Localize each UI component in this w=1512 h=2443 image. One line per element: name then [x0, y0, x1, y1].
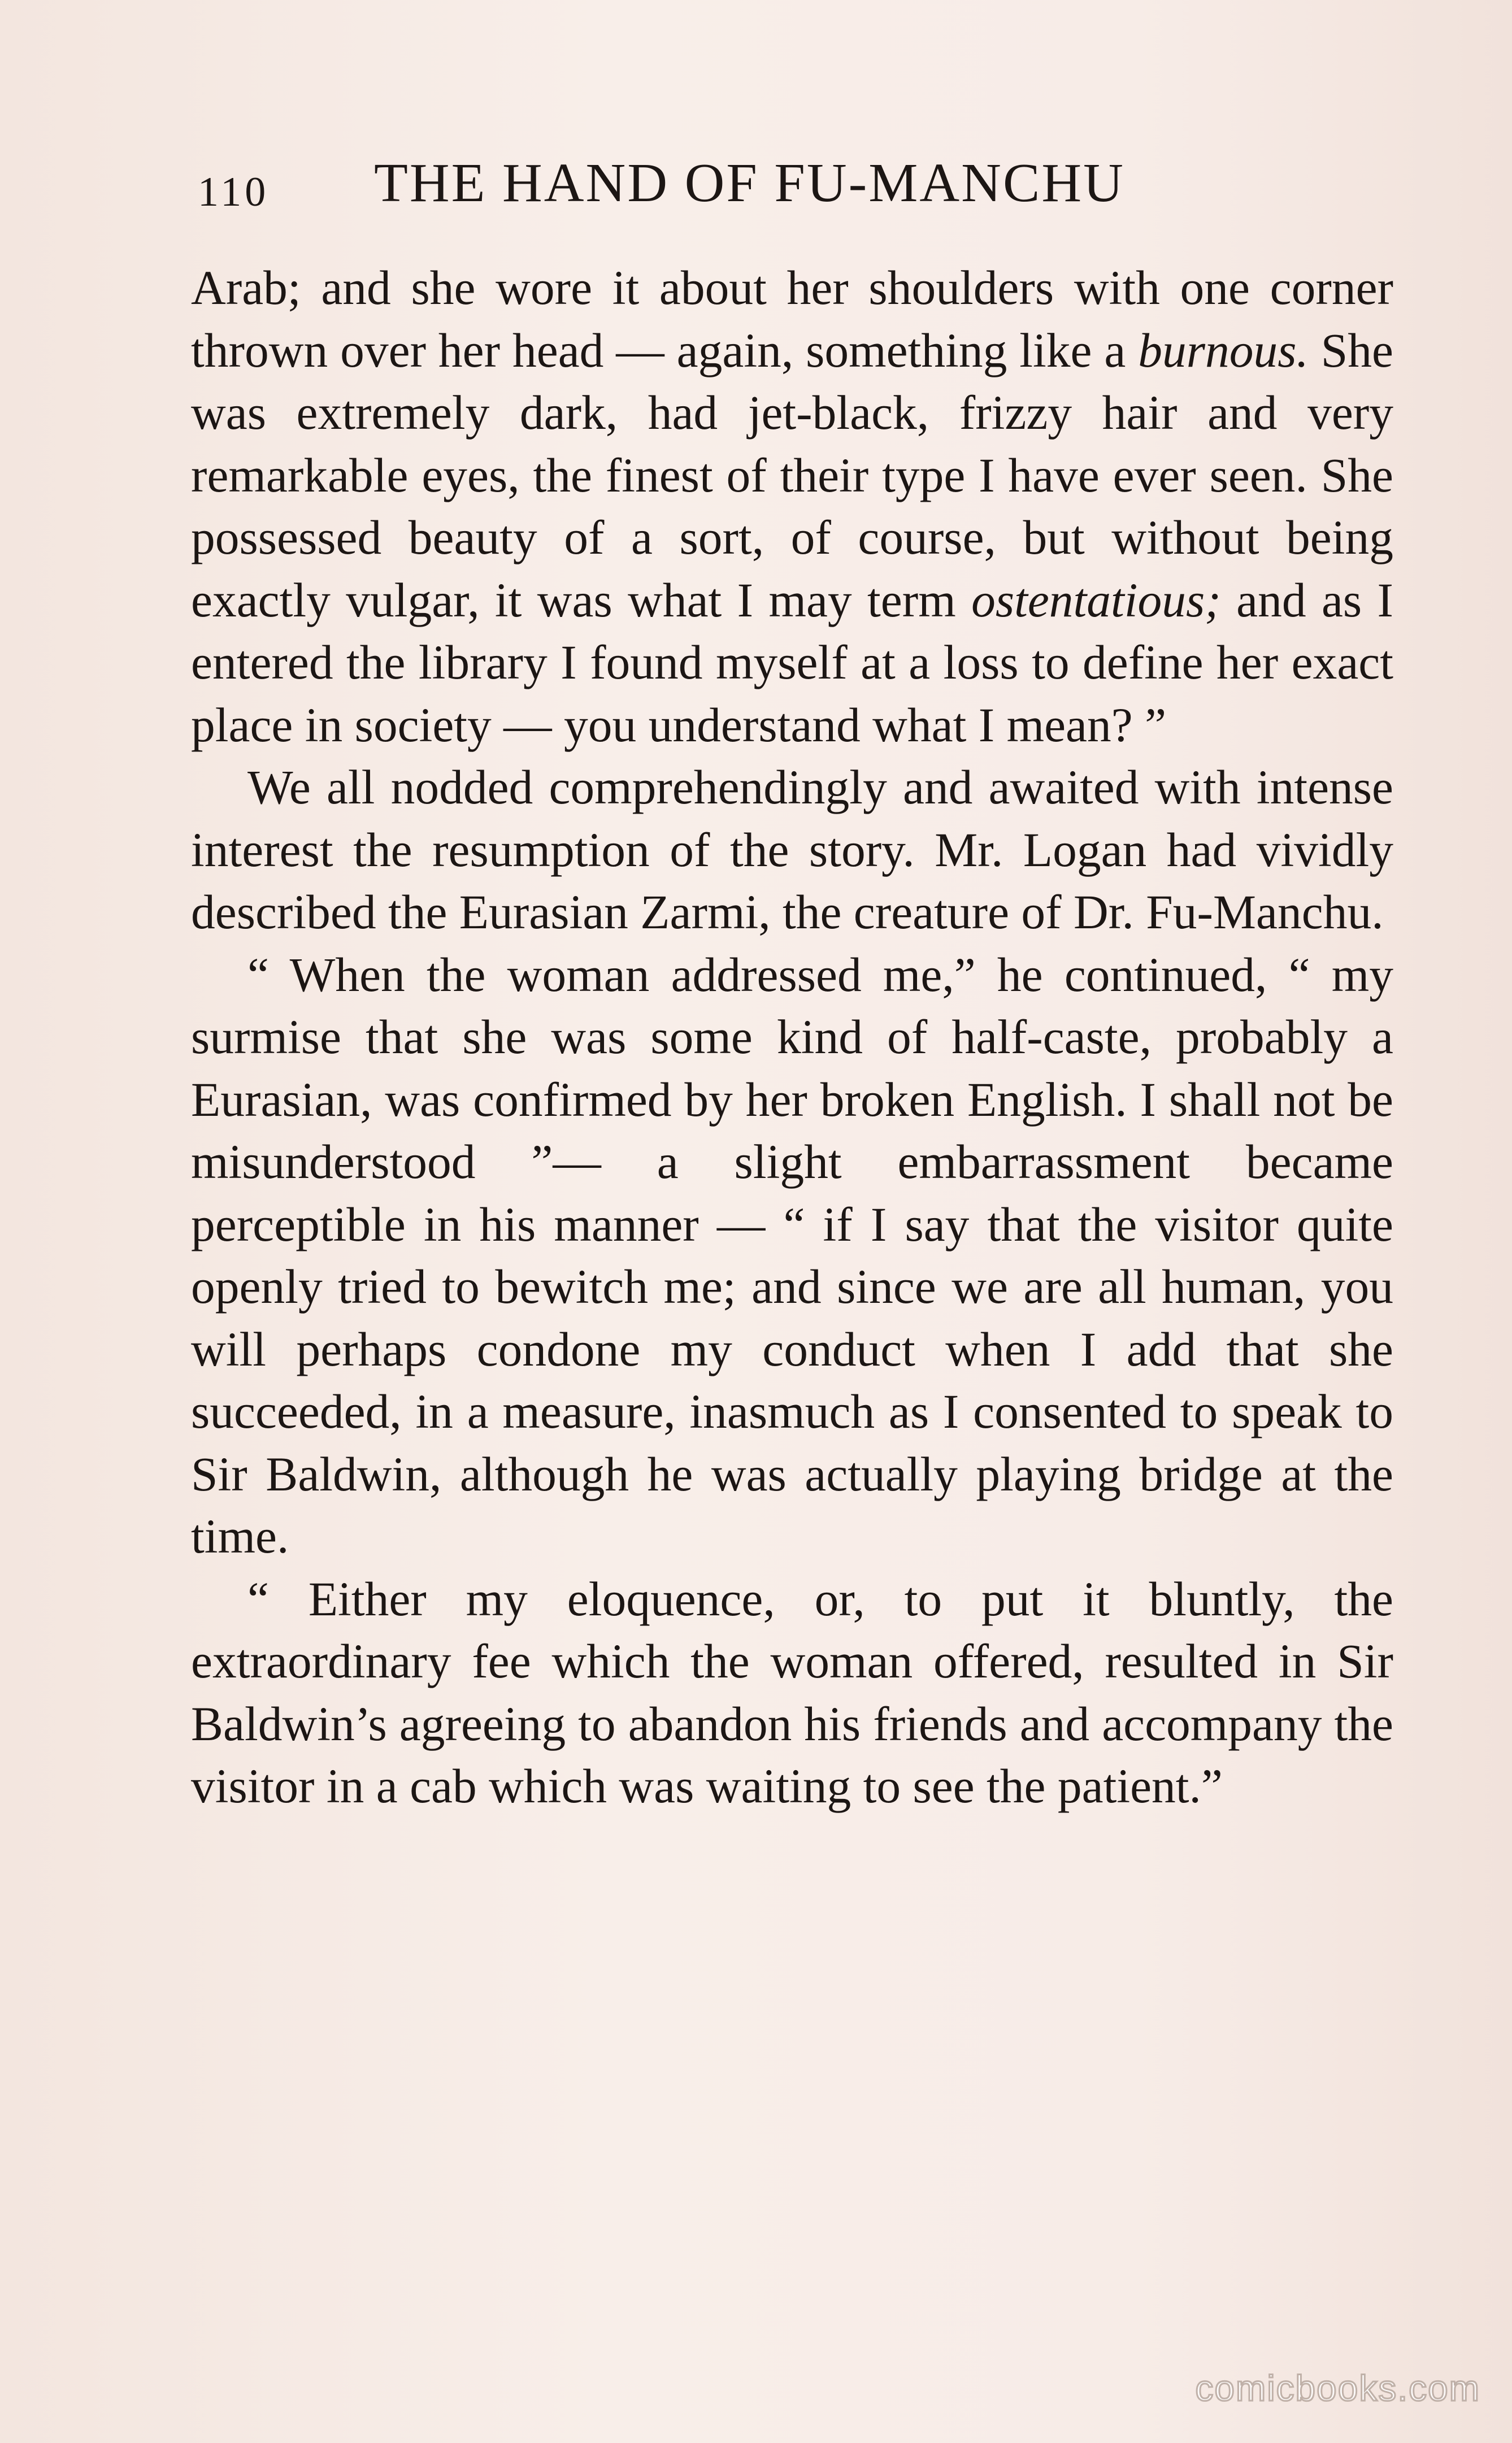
- paragraph-1: [191, 257, 1393, 757]
- site-watermark: comicbooks.com: [1195, 2368, 1480, 2409]
- text-run: We all nodded comprehendingly and awaited with intense interest the resumption of the story. Mr. Logan had vividly described the Eurasian Zarmi, the creature of Dr. Fu-Manchu.: [191, 761, 1393, 939]
- italic-term-burnous: burnous.: [1138, 324, 1309, 377]
- text-run: She was extremely dark, had jet-black, frizzy hair and very remarkable eyes, the finest of their type I have ever seen. She possessed beauty of a sort, of course, but without being exactly vulgar, it was what I may term: [191, 324, 1394, 627]
- running-head: [198, 151, 1226, 231]
- text-run: “ When the woman addressed me,” he continued, “ my surmise that she was some kind of half-caste, probably a Eurasian, was confirmed by her broken English. I shall not be misunderstood ”— a slight embarrassment became perceptible in his manner — “ if I say that the visitor quite openly tried to bewitch me; and since we are all human, you will perhaps condone my conduct when I add that she succeeded, in a measure, inasmuch as I consented to speak to Sir Baldwin, although he was actually playing bridge at the time.: [191, 948, 1393, 1563]
- paragraph-3: [191, 944, 1393, 1568]
- paragraph-2: [191, 757, 1393, 944]
- page-number: 110: [198, 169, 270, 215]
- text-run: Arab; and she wore it about her shoulders with one corner thrown over her head — again, something like a: [191, 262, 1393, 377]
- italic-term-ostentatious: ostentatious;: [971, 573, 1221, 627]
- book-title: THE HAND OF FU-MANCHU: [374, 153, 1125, 214]
- text-run: and as I entered the library I found myself at a loss to define her exact place in society — you understand what I mean? ”: [191, 573, 1393, 752]
- text-run: “ Either my eloquence, or, to put it bluntly, the extraordinary fee which the woman offered, resulted in Sir Baldwin’s agreeing to abandon his friends and accompany the visitor in a cab which was waiting to see the patient.”: [191, 1572, 1393, 1813]
- paragraph-4: [191, 1568, 1393, 1818]
- body-text: [191, 257, 1393, 1818]
